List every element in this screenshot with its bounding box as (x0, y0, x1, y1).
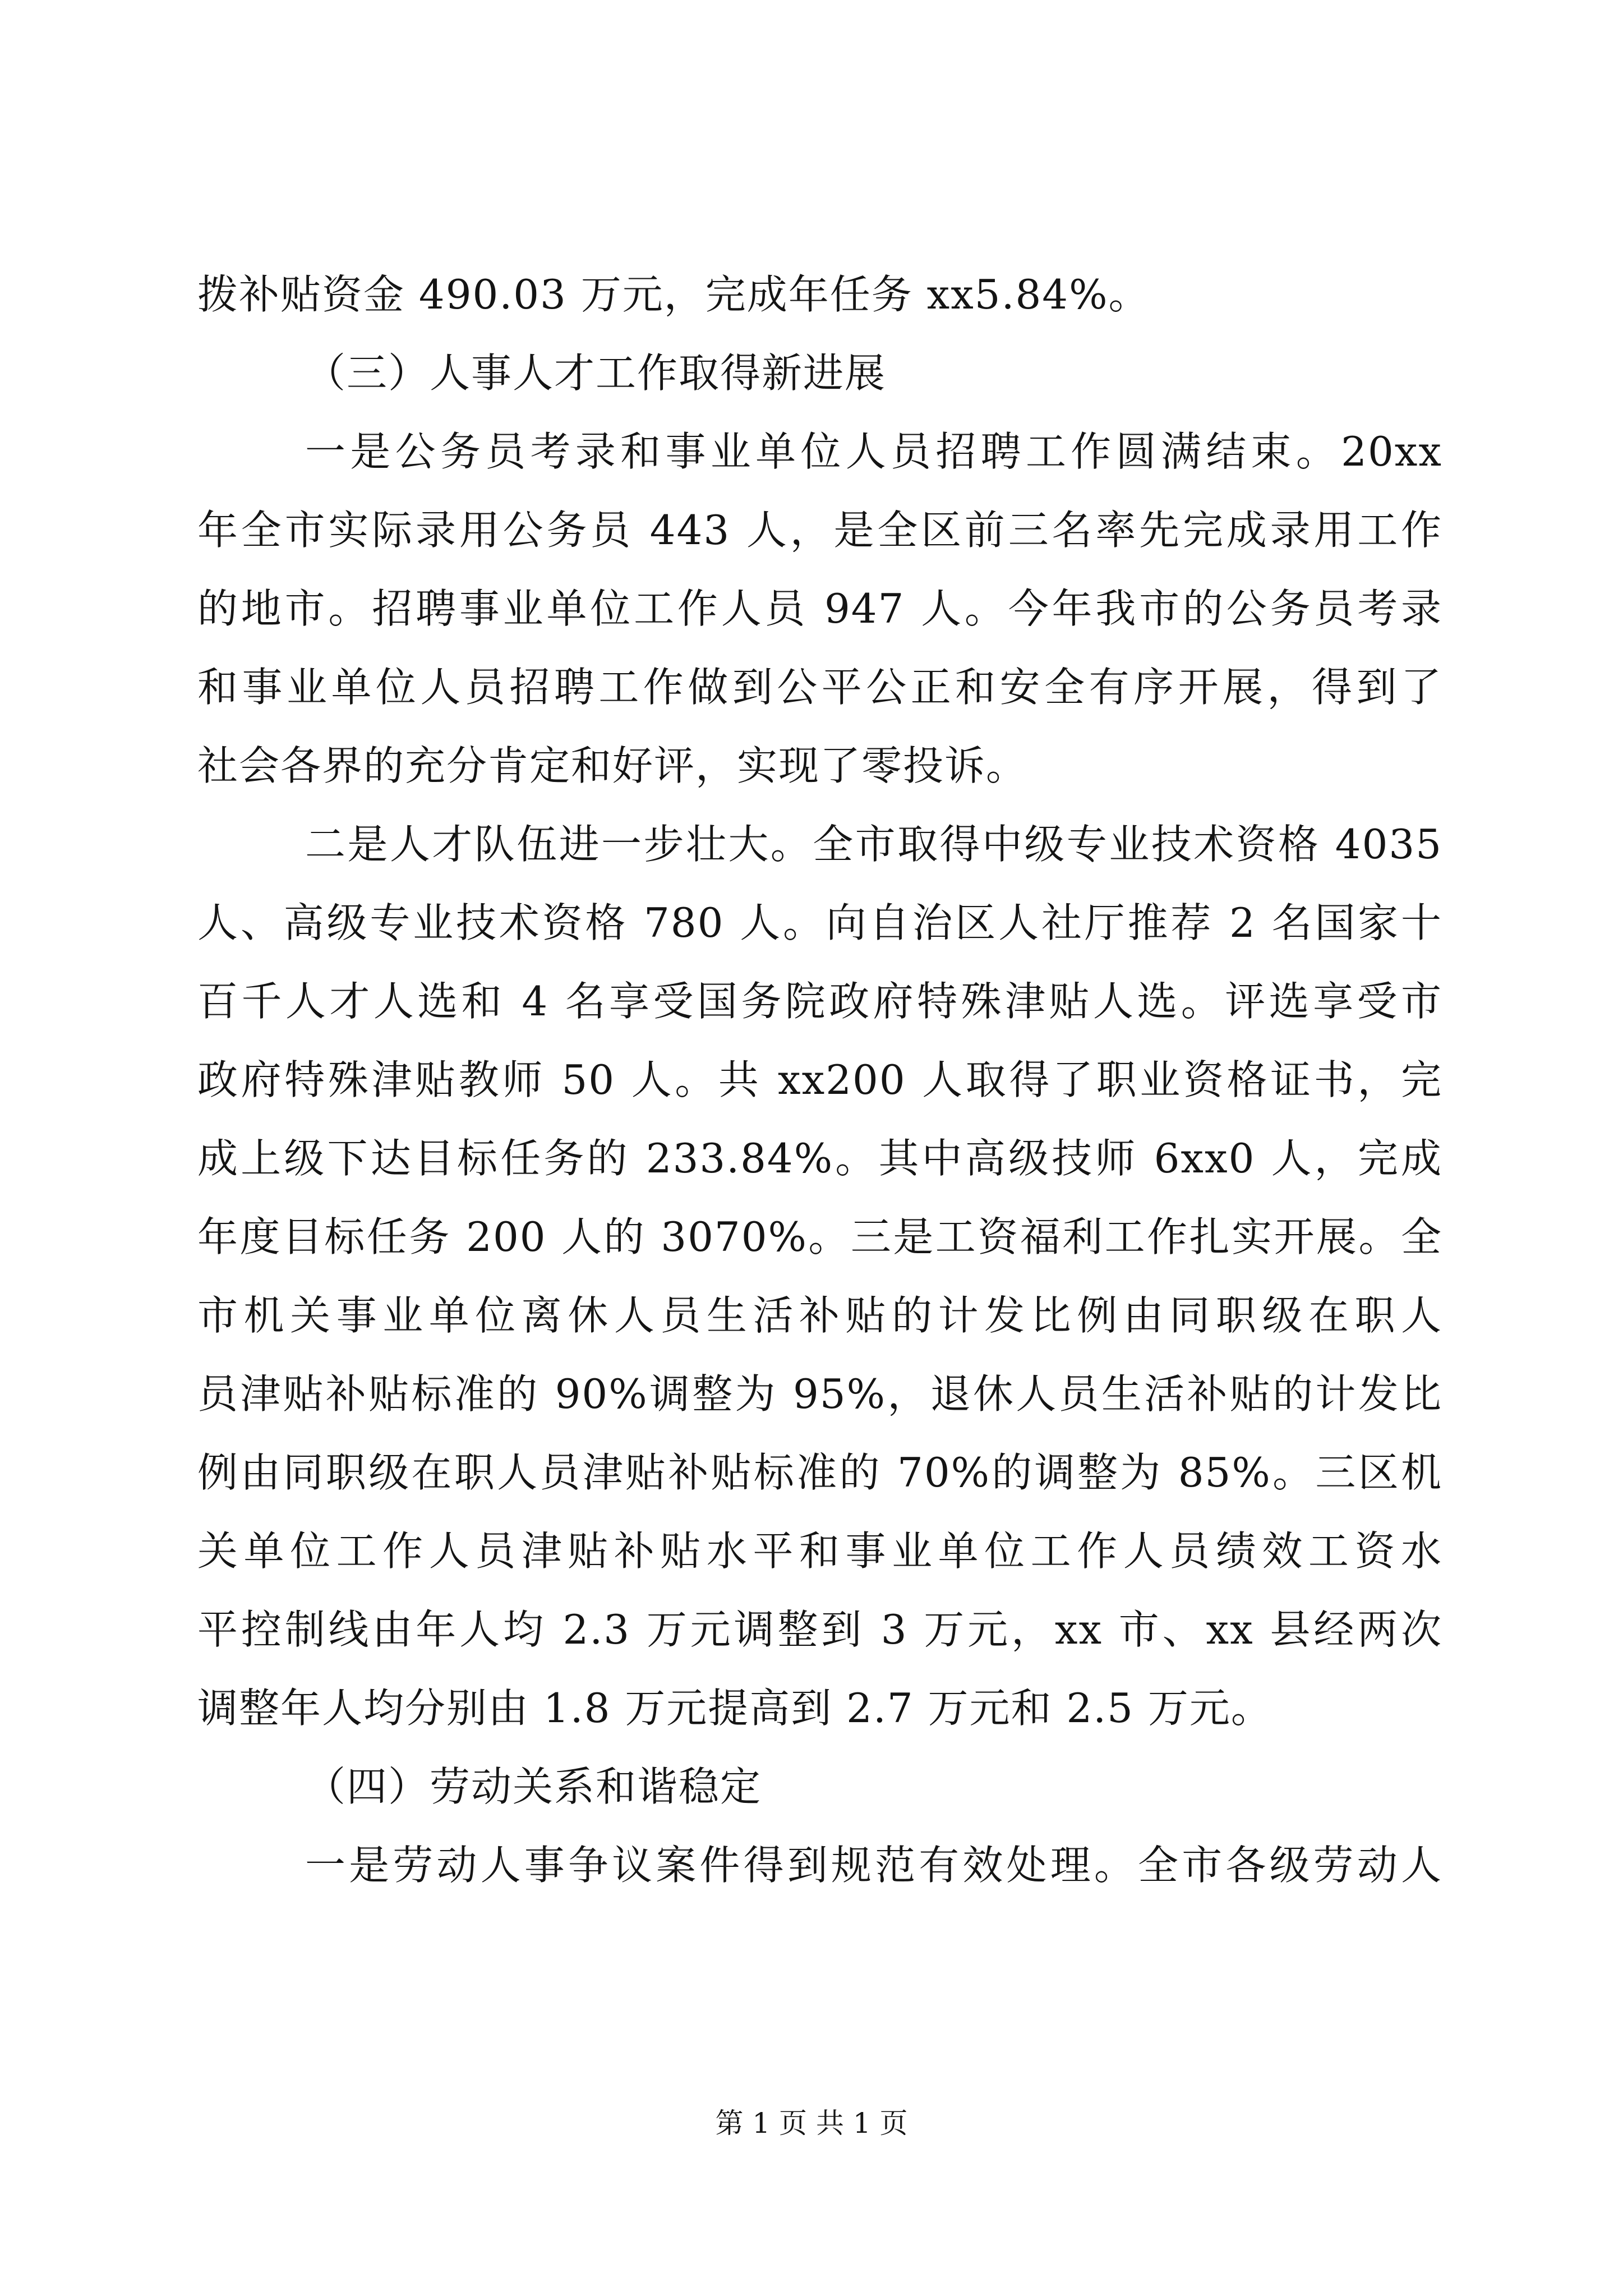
paragraph-line: 成上级下达目标任务的 233.84%。其中高级技师 6xx0 人，完成 (197, 1135, 1442, 1182)
paragraph-line: 年度目标任务 200 人的 3070%。三是工资福利工作扎实开展。全 (197, 1213, 1442, 1260)
paragraph-line: 市机关事业单位离休人员生活补贴的计发比例由同职级在职人 (197, 1292, 1442, 1339)
paragraph-line: 拨补贴资金 490.03 万元，完成年任务 xx5.84%。 (197, 271, 1150, 318)
paragraph-line: 员津贴补贴标准的 90%调整为 95%，退休人员生活补贴的计发比 (197, 1370, 1442, 1418)
paragraph-line: 和事业单位人员招聘工作做到公平公正和安全有序开展，得到了 (197, 664, 1442, 711)
paragraph-line: 人、高级专业技术资格 780 人。向自治区人社厅推荐 2 名国家十 (197, 899, 1442, 946)
paragraph-line: 一是公务员考录和事业单位人员招聘工作圆满结束。20xx (305, 428, 1442, 475)
paragraph-line: 百千人才人选和 4 名享受国务院政府特殊津贴人选。评选享受市 (197, 978, 1442, 1025)
paragraph-line: 政府特殊津贴教师 50 人。共 xx200 人取得了职业资格证书，完 (197, 1056, 1442, 1103)
paragraph-line: 一是劳动人事争议案件得到规范有效处理。全市各级劳动人 (305, 1842, 1442, 1889)
paragraph-line: 关单位工作人员津贴补贴水平和事业单位工作人员绩效工资水 (197, 1527, 1442, 1575)
paragraph-line: 二是人才队伍进一步壮大。全市取得中级专业技术资格 4035 (305, 821, 1442, 868)
paragraph-line: 平控制线由年人均 2.3 万元调整到 3 万元，xx 市、xx 县经两次 (197, 1606, 1442, 1653)
paragraph-line: 例由同职级在职人员津贴补贴标准的 70%的调整为 85%。三区机 (197, 1449, 1442, 1496)
page-footer: 第 1 页 共 1 页 (715, 2107, 908, 2139)
paragraph-line: 调整年人均分别由 1.8 万元提高到 2.7 万元和 2.5 万元。 (197, 1685, 1272, 1732)
paragraph-line: 年全市实际录用公务员 443 人，是全区前三名率先完成录用工作 (197, 507, 1442, 554)
paragraph-line: 的地市。招聘事业单位工作人员 947 人。今年我市的公务员考录 (197, 585, 1442, 632)
paragraph-line: 社会各界的充分肯定和好评，实现了零投诉。 (197, 742, 1028, 789)
section-heading: （三）人事人才工作取得新进展 (305, 349, 887, 397)
section-heading: （四）劳动关系和谐稳定 (305, 1763, 762, 1810)
